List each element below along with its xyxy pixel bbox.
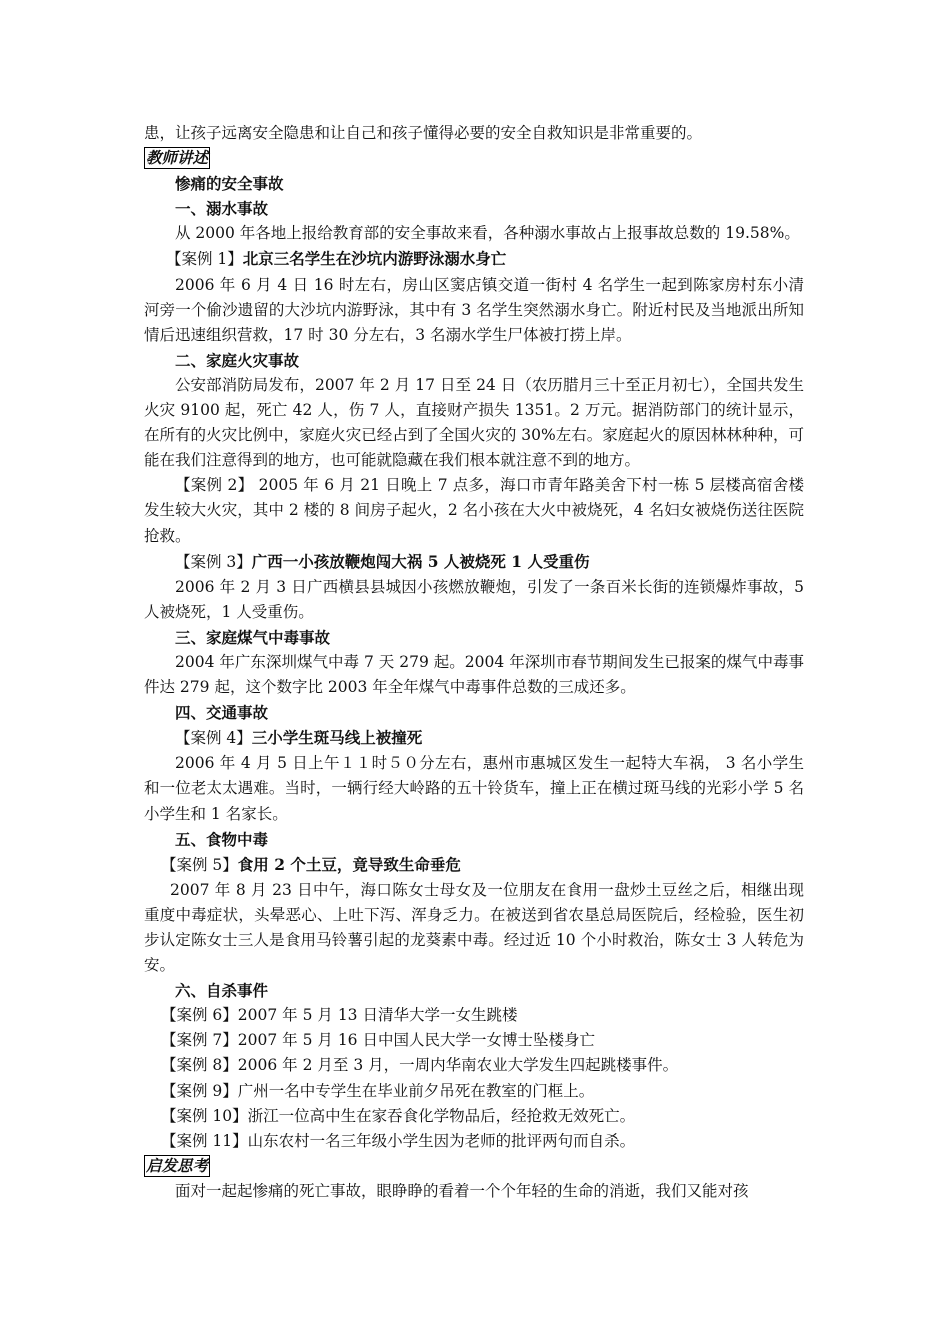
case-label: 【案例 3】	[175, 552, 252, 571]
case-title: 广西一小孩放鞭炮闯大祸 5 人被烧死 1 人受重伤	[251, 551, 590, 571]
case-line	[144, 549, 804, 575]
paragraph: 2006 年 2 月 3 日广西横县县城因小孩燃放鞭炮，引发了一条百米长街的连锁爆炸事故，5 人被烧死，1 人受重伤。	[144, 577, 804, 621]
case-text: 2005 年 6 月 21 日晚上 7 点多，海口市青年路美舍下村一栋 5 层楼高宿舍楼发生较大火灾，其中 2 楼的 8 间房子起火，2 名小孩在大火中被烧死，4 名妇女被烧伤送往医院抢救。	[144, 476, 805, 545]
list-item	[144, 1104, 804, 1129]
case-label: 【案例 9】	[161, 1081, 238, 1100]
paragraph: 2007 年 8 月 23 日中午，海口陈女士母女及一位朋友在食用一盘炒土豆丝之后，相继出现重度中毒症状，头晕恶心、上吐下泻、浑身乏力。在被送到省农垦总局医院后，经检验，医生初步认定陈女士三人是食用马铃薯引起的龙葵素中毒。经过近 10 个小时救治，陈女士 3 人转危为安。	[144, 880, 804, 975]
section-heading: 六、自杀事件	[175, 981, 269, 1001]
case-label: 【案例 8】	[161, 1056, 238, 1075]
case-title: 三小学生斑马线上被撞死	[251, 728, 423, 748]
main-heading: 惨痛的安全事故	[175, 174, 284, 194]
teacher-tag: 教师讲述	[146, 148, 209, 168]
section-heading: 一、溺水事故	[175, 199, 269, 219]
case-text: 广州一名中专学生在毕业前夕吊死在教室的门框上。	[237, 1081, 595, 1100]
case-paragraph	[144, 473, 804, 548]
section-heading: 三、家庭煤气中毒事故	[175, 627, 331, 647]
case-label: 【案例 2】	[175, 476, 254, 495]
case-label: 【案例 10】	[161, 1106, 248, 1125]
list-item	[144, 1053, 804, 1078]
case-title: 食用 2 个土豆，竟导致生命垂危	[237, 854, 461, 874]
closing-paragraph: 面对一起起惨痛的死亡事故，眼睁睁的看着一个个年轻的生命的消逝，我们又能对孩	[175, 1181, 749, 1200]
case-text: 2007 年 5 月 13 日清华大学一女生跳楼	[237, 1006, 518, 1025]
list-item	[144, 1129, 804, 1154]
case-line	[144, 725, 804, 751]
section-heading: 四、交通事故	[175, 703, 269, 723]
case-text: 2006 年 2 月至 3 月，一周内华南农业大学发生四起跳楼事件。	[237, 1056, 679, 1075]
paragraph: 公安部消防局发布，2007 年 2 月 17 日至 24 日（农历腊月三十至正月初七），全国共发生火灾 9100 起，死亡 42 人，伤 7 人，直接财产损失 1351。2 万元。据消防部门的统计显示，在所有的火灾比例中，家庭火灾已经占到了全国火灾的 30%左右。家庭起火的原因林林种种，可能在我们注意得到的地方，也可能就隐藏在我们根本就注意不到的地方。	[144, 375, 804, 470]
section-heading: 二、家庭火灾事故	[175, 350, 300, 370]
case-label: 【案例 6】	[161, 1006, 238, 1025]
list-item	[144, 1003, 804, 1028]
case-text: 浙江一位高中生在家吞食化学物品后，经抢救无效死亡。	[247, 1106, 636, 1125]
paragraph: 从 2000 年各地上报给教育部的安全事故来看，各种溺水事故占上报事故总数的 19.58%。	[175, 224, 800, 243]
case-label: 【案例 7】	[161, 1031, 238, 1050]
list-item	[144, 1028, 804, 1053]
document-page	[144, 121, 804, 1204]
intro-tail: 患，让孩子远离安全隐患和让自己和孩子懂得必要的安全自救知识是非常重要的。	[144, 124, 703, 142]
list-item	[144, 1079, 804, 1104]
case-label: 【案例 4】	[175, 729, 252, 748]
case-label: 【案例 5】	[161, 855, 238, 874]
inspire-tag: 启发思考	[146, 1155, 209, 1175]
case-text: 2007 年 5 月 16 日中国人民大学一女博士坠楼身亡	[237, 1031, 595, 1050]
paragraph: 2006 年 4 月 5 日上午１１时５０分左右，惠州市惠城区发生一起特大车祸， 3 名小学生和一位老太太遇难。当时，一辆行经大岭路的五十铃货车，撞上正在横过斑马线的光彩小学 5 名小学生和 1 名家长。	[144, 754, 804, 823]
case-text: 山东农村一名三年级小学生因为老师的批评两句而自杀。	[247, 1131, 636, 1150]
case-line	[144, 852, 804, 878]
paragraph: 2004 年广东深圳煤气中毒 7 天 279 起。2004 年深圳市春节期间发生已报案的煤气中毒事件达 279 起，这个数字比 2003 年全年煤气中毒事件总数的三成还多。	[144, 652, 804, 697]
paragraph: 2006 年 6 月 4 日 16 时左右，房山区窦店镇交道一街村 4 名学生一起到陈家房村东小清河旁一个偷沙遗留的大沙坑内游野泳，其中有 3 名学生突然溺水身亡。附近村民及当地派出所知情后迅速组织营救，17 时 30 分左右，3 名溺水学生尸体被打捞上岸。	[144, 275, 804, 344]
case-title: 北京三名学生在沙坑内游野泳溺水身亡	[242, 249, 507, 269]
case-line	[144, 246, 804, 272]
section-heading: 五、食物中毒	[175, 829, 269, 849]
case-label: 【案例 1】	[166, 250, 243, 269]
case-label: 【案例 11】	[161, 1131, 248, 1150]
